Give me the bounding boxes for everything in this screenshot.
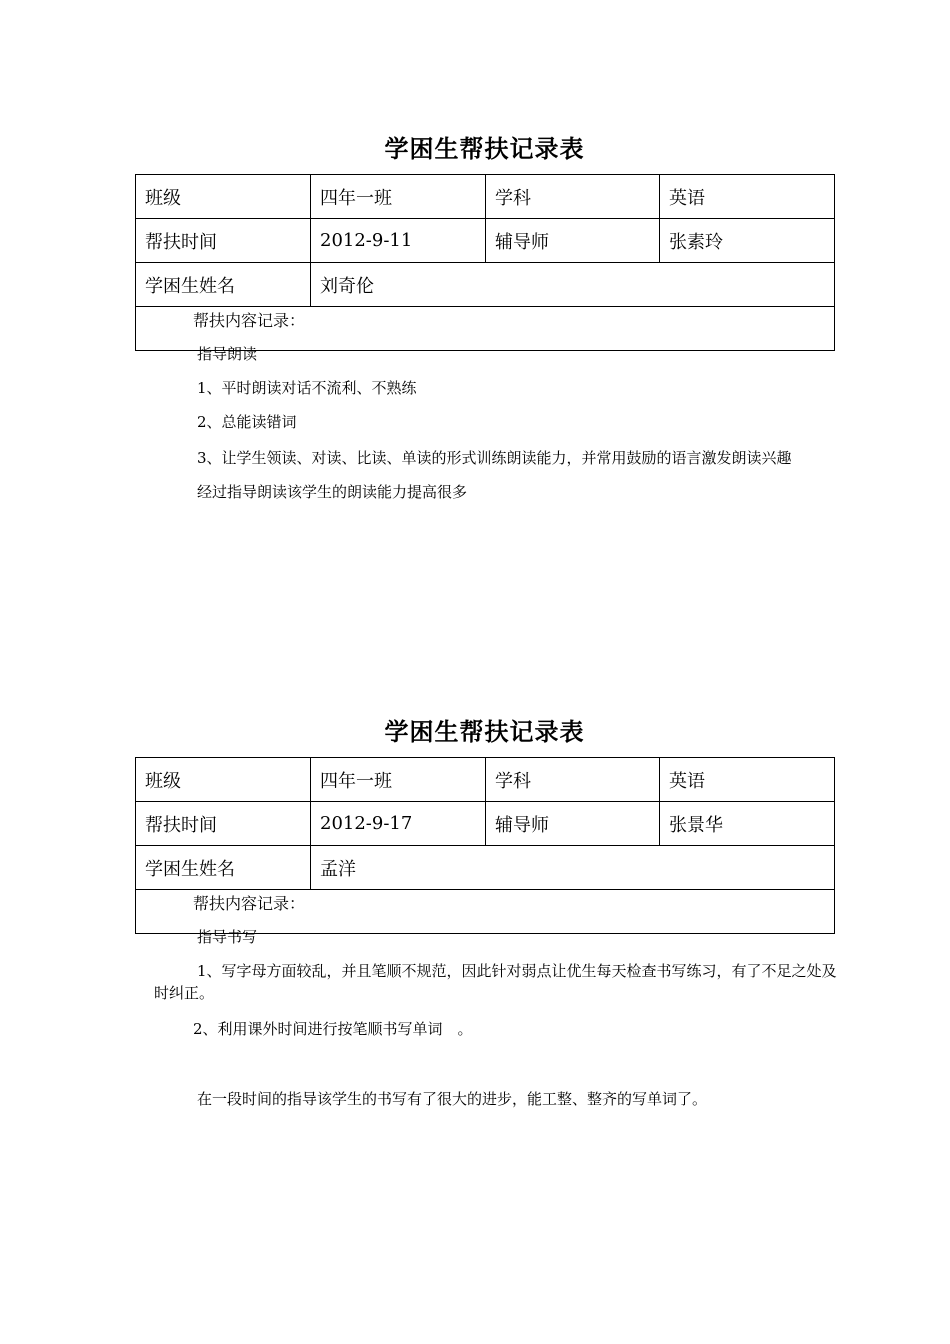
content-cell — [136, 307, 835, 501]
content-line: 3、让学生领读、对读、比读、单读的形式训练朗读能力，并常用鼓励的语言激发朗读兴趣 — [197, 449, 792, 467]
class-value: 四年一班 — [311, 175, 486, 219]
student-value: 刘奇伦 — [311, 263, 835, 307]
date-label: 帮扶时间 — [136, 802, 311, 846]
content-cell — [136, 890, 837, 1108]
record-title: 学困生帮扶记录表 — [384, 718, 585, 746]
table-row — [136, 846, 835, 890]
table-row — [136, 263, 835, 307]
content-line: 1、写字母方面较乱，并且笔顺不规范，因此针对弱点让优生每天检查书写练习，有了不足之处及时纠正。 — [154, 962, 837, 1002]
class-label: 班级 — [136, 758, 311, 802]
class-label: 班级 — [136, 175, 311, 219]
table-row — [136, 802, 835, 846]
content-line: 在一段时间的指导该学生的书写有了很大的进步，能工整、整齐的写单词了。 — [197, 1090, 708, 1108]
tutor-label: 辅导师 — [486, 219, 660, 263]
table-row — [136, 175, 835, 219]
content-line: 1、平时朗读对话不流利、不熟练 — [197, 379, 417, 397]
subject-label: 学科 — [486, 758, 660, 802]
class-value: 四年一班 — [311, 758, 486, 802]
subject-label: 学科 — [486, 175, 660, 219]
student-label: 学困生姓名 — [136, 846, 311, 890]
content-line: 指导书写 — [197, 928, 258, 946]
student-value: 孟洋 — [311, 846, 835, 890]
tutor-value: 张素玲 — [660, 219, 835, 263]
tutor-label: 辅导师 — [486, 802, 660, 846]
table-row — [136, 758, 835, 802]
record-table — [135, 757, 837, 1108]
student-label: 学困生姓名 — [136, 263, 311, 307]
record-table — [135, 174, 835, 501]
table-row — [136, 307, 835, 351]
table-row — [136, 890, 835, 934]
date-value: 2012-9-11 — [311, 219, 486, 263]
content-line: 2、总能读错词 — [197, 413, 297, 431]
subject-value: 英语 — [660, 175, 835, 219]
content-heading: 帮扶内容记录： — [193, 311, 306, 330]
record-2 — [135, 715, 837, 1108]
tutor-value: 张景华 — [660, 802, 835, 846]
date-value: 2012-9-17 — [311, 802, 486, 846]
content-heading: 帮扶内容记录： — [193, 894, 306, 913]
record-title: 学困生帮扶记录表 — [384, 135, 585, 163]
content-line: 指导朗读 — [197, 345, 258, 363]
content-line: 2、利用课外时间进行按笔顺书写单词 。 — [193, 1020, 473, 1038]
table-row — [136, 219, 835, 263]
subject-value: 英语 — [660, 758, 835, 802]
content-line: 经过指导朗读该学生的朗读能力提高很多 — [197, 483, 468, 501]
date-label: 帮扶时间 — [136, 219, 311, 263]
record-1 — [135, 132, 834, 501]
